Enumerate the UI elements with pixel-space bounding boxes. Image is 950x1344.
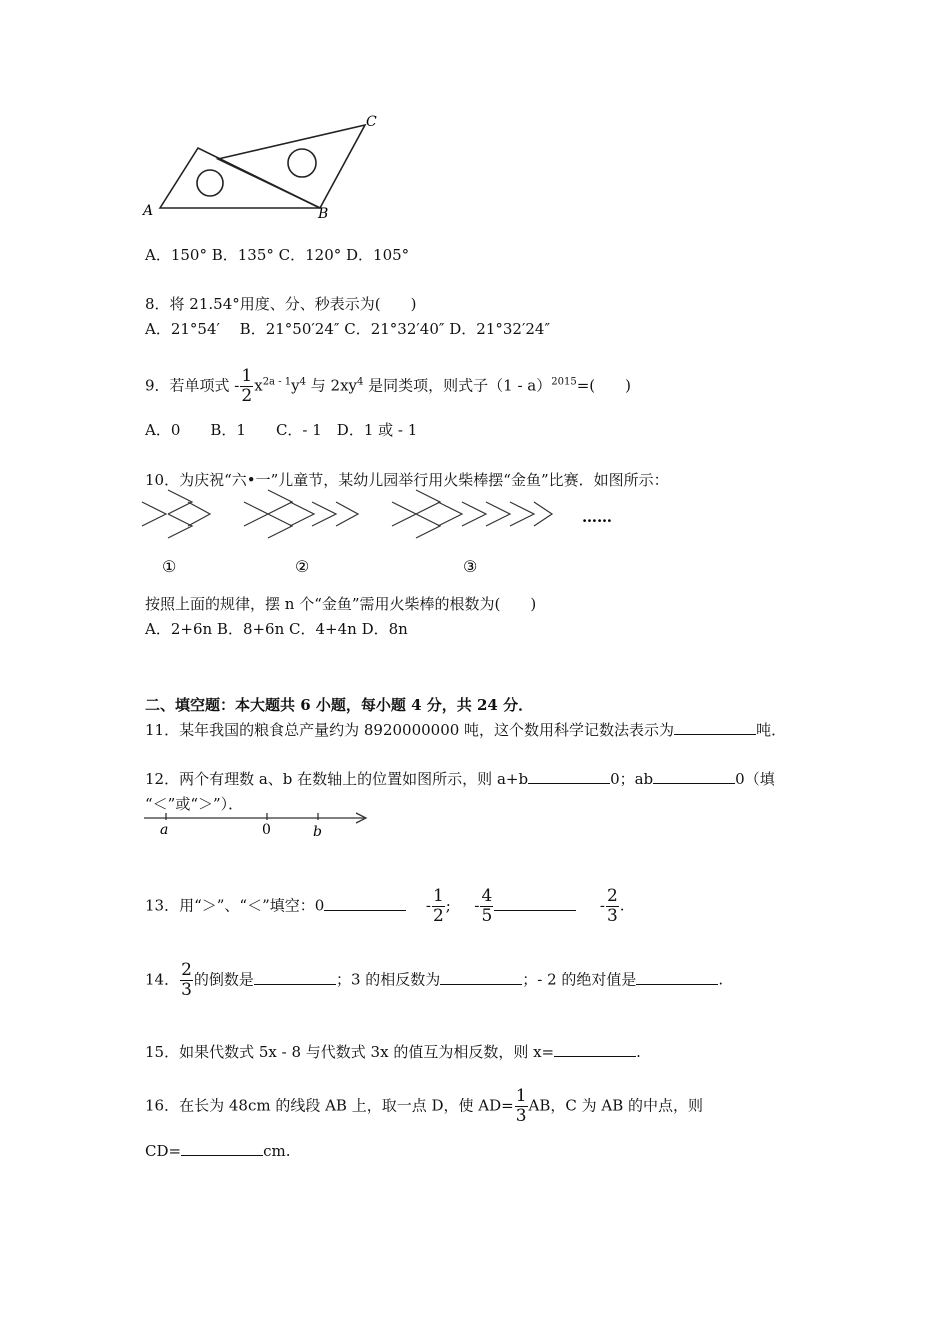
hole-circle-left	[197, 170, 223, 196]
q13-f1-num: 1	[432, 886, 444, 906]
q9-frac-num: 1	[241, 366, 253, 386]
q12-line1	[145, 768, 775, 789]
q7-options: A．150° B．135° C．120° D．105°	[145, 246, 410, 264]
q16-text-a: 16．在长为 48cm 的线段 AB 上，取一点 D，使 AD=	[145, 1096, 514, 1115]
q10-stem: 10．为庆祝“六•一”儿童节，某幼儿园举行用火柴棒摆“金鱼”比赛．如图所示：	[145, 471, 669, 489]
axis-label-a: a	[160, 822, 169, 838]
axis-label-zero: 0	[262, 822, 271, 838]
q14-prefix: 14．	[145, 970, 180, 989]
q10-options: A．2+6n B．8+6n C．4+4n D．8n	[145, 620, 408, 638]
triangles-figure	[140, 110, 390, 225]
q14-text-c: ；- 2 的绝对值是	[522, 970, 637, 989]
q13-fraction-1	[432, 888, 445, 925]
q16-fraction	[515, 1088, 528, 1125]
q9-options: A．0 B．1 C．- 1 D．1 或 - 1	[145, 421, 418, 439]
q8-stem: 8．将 21.54°用度、分、秒表示为( )	[145, 295, 417, 313]
q13-fraction-3	[606, 888, 619, 925]
q12-line2: “＜”或“＞”）．	[145, 795, 244, 813]
q9-sup3: 4	[357, 376, 364, 388]
q8-options: A．21°54′ B．21°50′24″ C．21°32′40″ D．21°32′24″	[145, 320, 551, 338]
number-line	[140, 810, 380, 840]
q12-text-b: 0；ab	[610, 770, 654, 788]
q9-prefix: 9．若单项式 -	[145, 376, 240, 395]
q13-f1-den: 2	[432, 906, 444, 926]
label-b: B	[318, 206, 329, 222]
q16-line1	[145, 1088, 703, 1125]
q16-line2-b: cm.	[263, 1142, 291, 1160]
q9-suffix: 是同类项，则式子（1 - a）	[363, 376, 552, 395]
fig-label-1: ①	[162, 557, 177, 576]
q13-fraction-2	[480, 888, 493, 925]
q9-sup1: 2a - 1	[262, 376, 292, 388]
q14-text-d: .	[718, 970, 724, 989]
hole-circle-right	[288, 149, 316, 177]
fig-ellipsis: ……	[582, 508, 612, 526]
q11-blank[interactable]	[674, 720, 756, 735]
q11-text-a: 11．某年我国的粮食总产量约为 8920000000 吨，这个数用科学记数法表示为	[145, 721, 675, 739]
q12-text-a: 12．两个有理数 a、b 在数轴上的位置如图所示，则 a+b	[145, 770, 529, 788]
q13-f2-sign: -	[474, 896, 480, 915]
fig-label-3: ③	[463, 557, 478, 576]
q13-f3-den: 3	[606, 906, 618, 926]
q16-text-b: AB，C 为 AB 的中点，则	[528, 1096, 704, 1115]
q14-fraction	[180, 962, 193, 999]
goldfish-1	[142, 490, 210, 538]
goldfish-2	[244, 490, 358, 538]
q16-f-den: 3	[515, 1106, 527, 1126]
label-a: A	[143, 203, 154, 219]
q9-end: =( )	[576, 376, 631, 395]
q13-f3-sign: -	[599, 896, 605, 915]
q13-f3-num: 2	[606, 886, 618, 906]
q11	[145, 719, 786, 740]
triangle-left	[160, 148, 320, 208]
q16-line2	[145, 1141, 290, 1160]
q14-text-b: ；3 的相反数为	[335, 970, 441, 989]
goldfish-3	[392, 490, 552, 538]
q13-f2-den: 5	[481, 906, 493, 926]
q16-f-num: 1	[515, 1086, 527, 1106]
q14	[145, 962, 723, 999]
q14-blank-3[interactable]	[636, 970, 718, 985]
q9-sup4: 2015	[551, 376, 577, 388]
q14-blank-2[interactable]	[440, 970, 522, 985]
q13-end: .	[619, 896, 625, 915]
q14-f-den: 3	[181, 980, 192, 1000]
q13-blank-1[interactable]	[324, 896, 406, 911]
q14-text-a: 的倒数是	[193, 970, 254, 989]
q10-question: 按照上面的规律，摆 n 个“金鱼”需用火柴棒的根数为( )	[145, 595, 537, 613]
q9-x: x	[254, 376, 263, 395]
q9-middle: 与 2xy	[305, 376, 357, 395]
fig-label-2: ②	[295, 557, 310, 576]
triangle-right	[218, 125, 365, 208]
q9-y: y	[291, 376, 300, 395]
q13	[145, 888, 625, 925]
label-c: C	[366, 114, 377, 130]
q13-sep1: ;	[445, 896, 451, 915]
q13-prefix: 13．用“＞”、“＜”填空：0	[145, 896, 325, 915]
q9-stem	[145, 368, 631, 405]
q16-blank[interactable]	[181, 1141, 263, 1156]
q13-f1-sign: -	[425, 896, 431, 915]
q13-f2-num: 4	[481, 886, 493, 906]
q12-text-c: 0（填	[735, 770, 775, 788]
q15-text-a: 15．如果代数式 5x - 8 与代数式 3x 的值互为相反数，则 x=	[145, 1043, 555, 1061]
q12-blank-2[interactable]	[653, 769, 735, 784]
q16-line2-a: CD=	[145, 1142, 182, 1160]
q9-frac-den: 2	[241, 386, 253, 406]
goldfish-figure	[140, 488, 640, 580]
q11-text-b: 吨．	[756, 721, 787, 739]
axis-label-b: b	[313, 824, 322, 840]
q15	[145, 1041, 641, 1062]
q15-text-b: .	[636, 1043, 641, 1061]
q14-blank-1[interactable]	[254, 970, 336, 985]
q14-f-num: 2	[181, 960, 192, 980]
q9-sup2: 4	[299, 376, 306, 388]
q9-fraction	[240, 368, 253, 405]
q15-blank[interactable]	[554, 1042, 636, 1057]
q13-blank-2[interactable]	[494, 896, 576, 911]
section2-title: 二、填空题：本大题共 6 小题，每小题 4 分，共 24 分．	[145, 696, 534, 714]
q12-blank-1[interactable]	[528, 769, 610, 784]
